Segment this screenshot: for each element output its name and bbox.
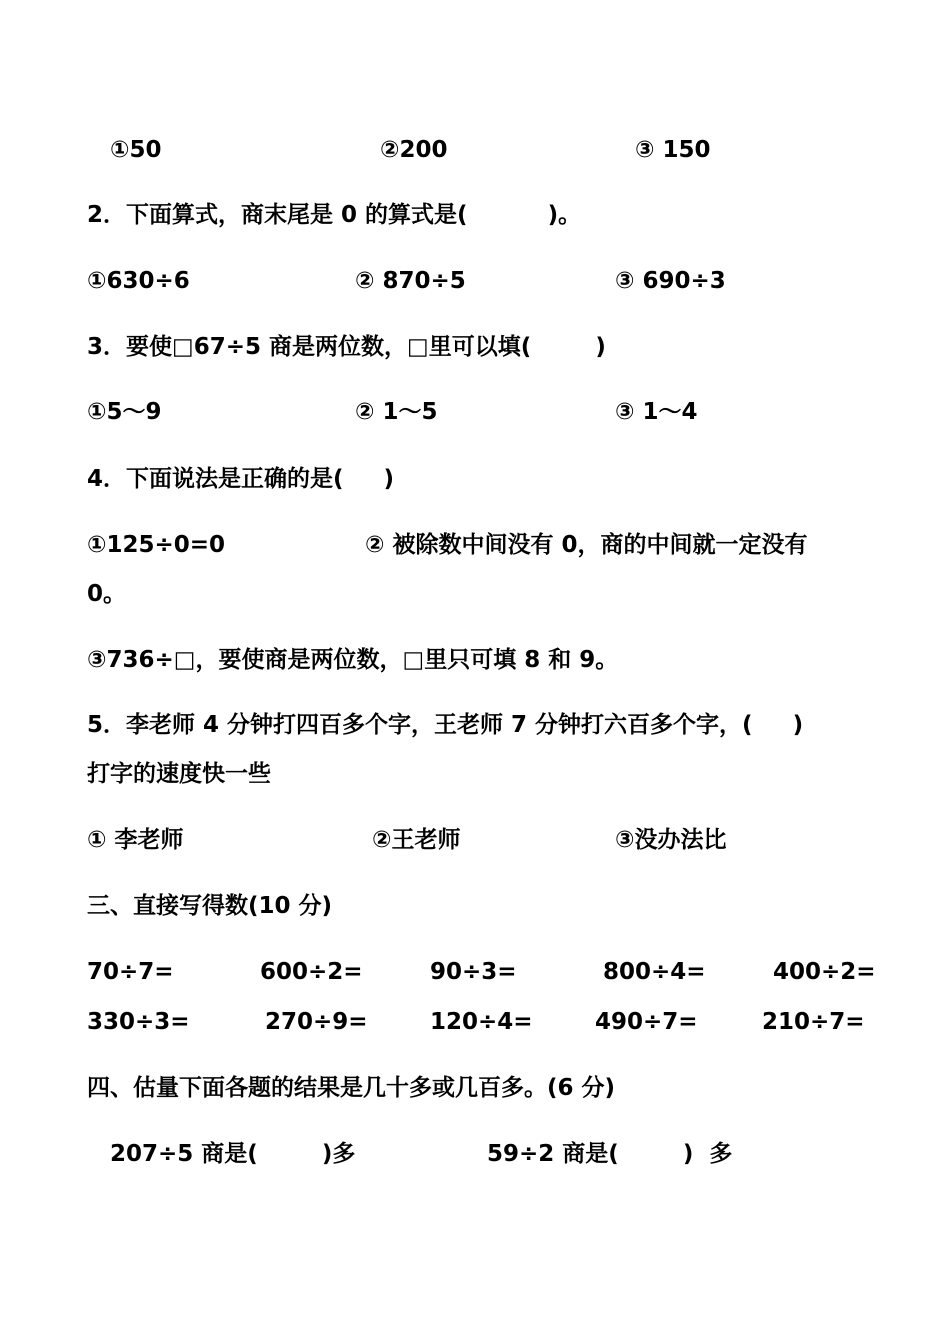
calc-item: 800÷4=: [603, 959, 706, 985]
estimate-item-2: 59÷2 商是( ) 多: [487, 1141, 733, 1167]
q1-option-1: ①50: [110, 137, 162, 163]
q2-option-1: ①630÷6: [87, 268, 190, 294]
calc-item: 120÷4=: [430, 1009, 533, 1035]
section4-title: 四、估量下面各题的结果是几十多或几百多。(6 分): [87, 1075, 616, 1101]
q3-option-1: ①5～9: [87, 399, 162, 425]
q5-option-2: ②王老师: [372, 827, 461, 853]
calc-item: 400÷2=: [773, 959, 876, 985]
q1-option-3: ③ 150: [635, 137, 711, 163]
calc-item: 330÷3=: [87, 1009, 190, 1035]
calc-item: 600÷2=: [260, 959, 363, 985]
q2-stem: 2．下面算式，商末尾是 0 的算式是( )。: [87, 202, 582, 228]
q4-option-2-continued: 0。: [87, 581, 127, 607]
q3-stem: 3．要使□67÷5 商是两位数，□里可以填( ): [87, 334, 606, 360]
calc-item: 70÷7=: [87, 959, 174, 985]
q5-stem: 5．李老师 4 分钟打四百多个字，王老师 7 分钟打六百多个字，( ): [87, 712, 804, 738]
q1-option-2: ②200: [380, 137, 448, 163]
section3-title: 三、直接写得数(10 分): [87, 893, 333, 919]
estimate-item-1: 207÷5 商是( )多: [110, 1141, 356, 1167]
q4-stem: 4．下面说法是正确的是( ): [87, 466, 395, 492]
calc-item: 210÷7=: [762, 1009, 865, 1035]
q3-option-2: ② 1～5: [355, 399, 438, 425]
calc-item: 490÷7=: [595, 1009, 698, 1035]
q2-option-3: ③ 690÷3: [615, 268, 726, 294]
q3-option-3: ③ 1～4: [615, 399, 698, 425]
q2-option-2: ② 870÷5: [355, 268, 466, 294]
calc-item: 90÷3=: [430, 959, 517, 985]
q5-option-3: ③没办法比: [615, 827, 727, 853]
calc-item: 270÷9=: [265, 1009, 368, 1035]
q5-option-1: ① 李老师: [87, 827, 184, 853]
q4-option-2: ② 被除数中间没有 0，商的中间就一定没有: [365, 532, 808, 558]
q5-stem-continued: 打字的速度快一些: [87, 761, 271, 787]
q4-option-3: ③736÷□，要使商是两位数，□里只可填 8 和 9。: [87, 647, 619, 673]
q4-option-1: ①125÷0=0: [87, 532, 226, 558]
